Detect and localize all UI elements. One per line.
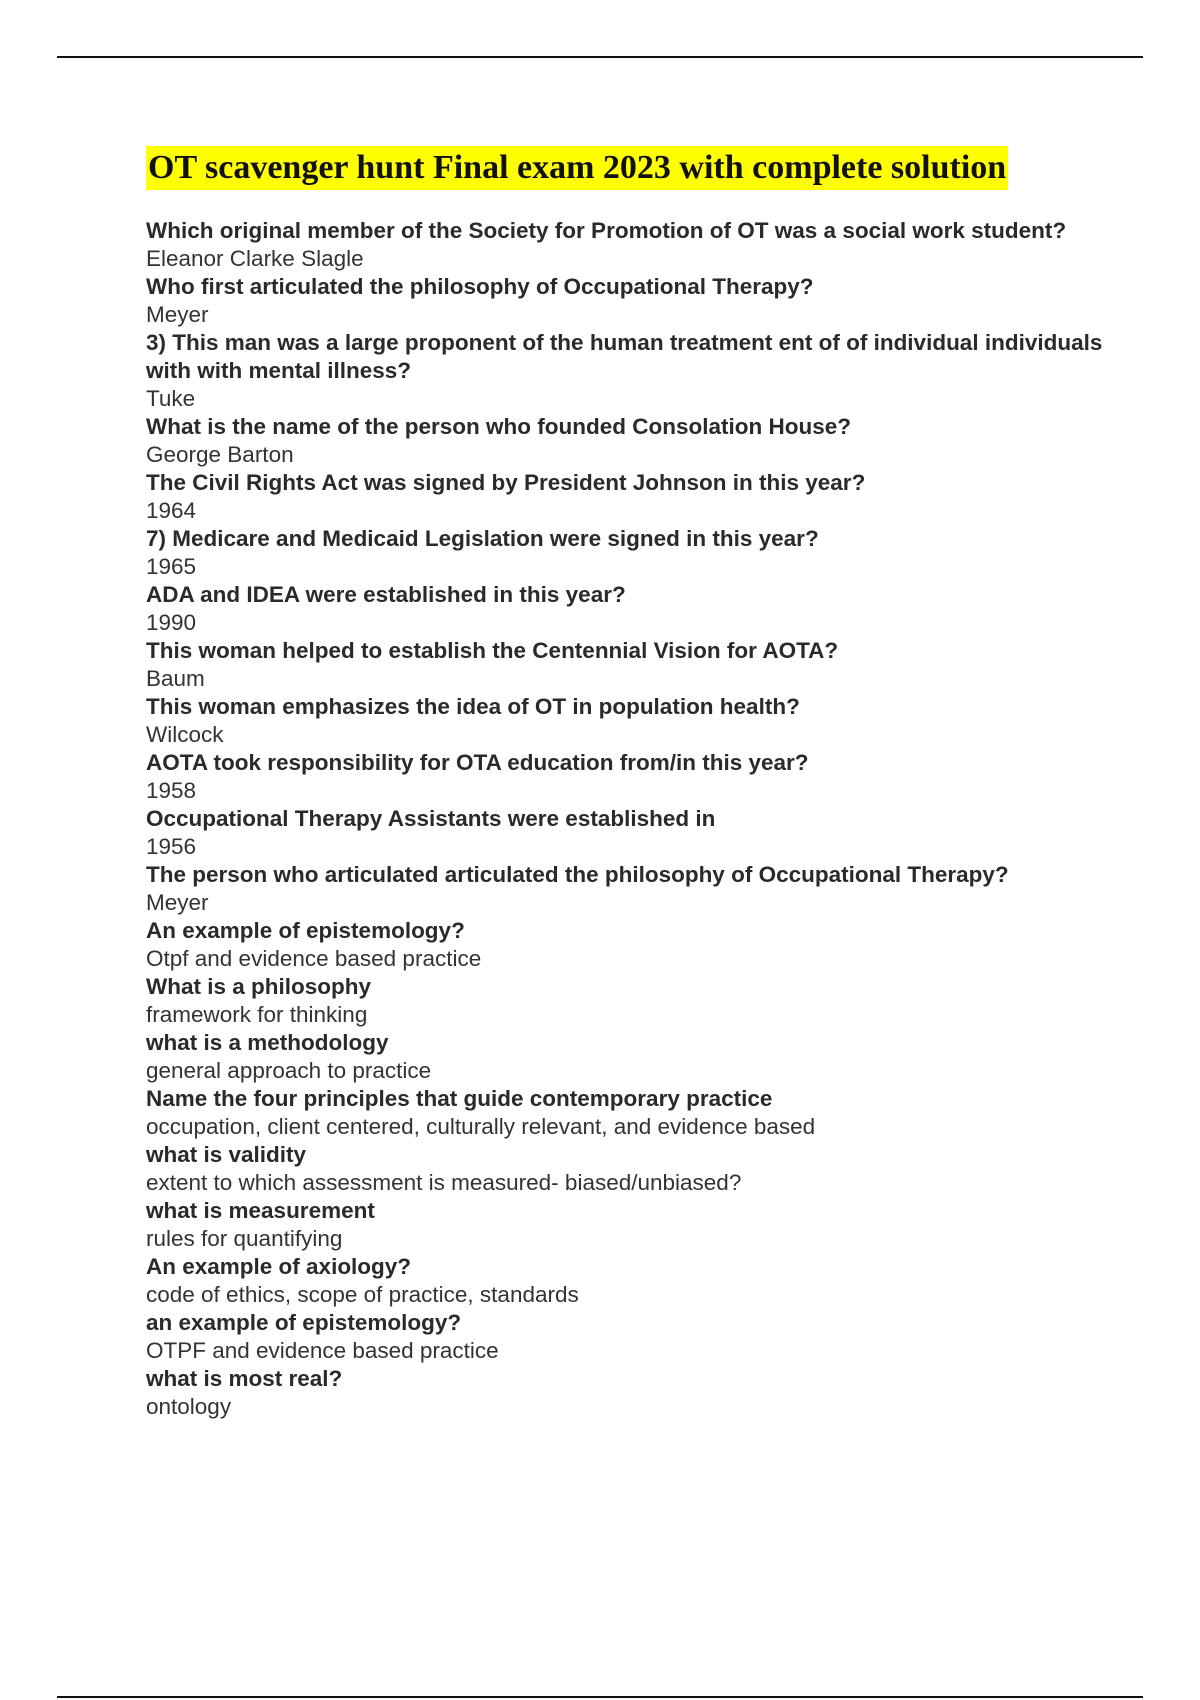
- document-title: OT scavenger hunt Final exam 2023 with complete solution: [146, 146, 1008, 190]
- qa-item: [146, 1141, 1106, 1197]
- qa-item: [146, 805, 1106, 861]
- qa-item: [146, 749, 1106, 805]
- qa-item: [146, 1085, 1106, 1141]
- qa-item: [146, 581, 1106, 637]
- question: 7) Medicare and Medicaid Legislation were signed in this year?: [146, 526, 819, 551]
- question: The Civil Rights Act was signed by President Johnson in this year?: [146, 470, 866, 495]
- question: what is validity: [146, 1142, 307, 1167]
- question: AOTA took responsibility for OTA education from/in this year?: [146, 750, 809, 775]
- answer: George Barton: [146, 442, 294, 467]
- answer: 1964: [146, 498, 197, 523]
- answer: ontology: [146, 1394, 232, 1419]
- qa-item: [146, 1309, 1106, 1365]
- answer: 1956: [146, 834, 197, 859]
- qa-item: [146, 637, 1106, 693]
- question: What is the name of the person who founded Consolation House?: [146, 414, 852, 439]
- qa-item: [146, 413, 1106, 469]
- answer: code of ethics, scope of practice, standards: [146, 1282, 579, 1307]
- answer: Otpf and evidence based practice: [146, 946, 482, 971]
- question: Name the four principles that guide contemporary practice: [146, 1086, 773, 1111]
- answer: Wilcock: [146, 722, 224, 747]
- question: This woman helped to establish the Centennial Vision for AOTA?: [146, 638, 839, 663]
- question: what is a methodology: [146, 1030, 389, 1055]
- question: The person who articulated articulated the philosophy of Occupational Therapy?: [146, 862, 1009, 887]
- answer: occupation, client centered, culturally relevant, and evidence based: [146, 1114, 816, 1139]
- qa-item: [146, 1197, 1106, 1253]
- answer: OTPF and evidence based practice: [146, 1338, 499, 1363]
- answer: rules for quantifying: [146, 1226, 343, 1251]
- answer: general approach to practice: [146, 1058, 432, 1083]
- qa-item: [146, 917, 1106, 973]
- qa-list: [146, 217, 1106, 1421]
- qa-item: [146, 861, 1106, 917]
- question: ADA and IDEA were established in this year?: [146, 582, 626, 607]
- document-body: [146, 146, 1106, 1421]
- question: an example of epistemology?: [146, 1310, 462, 1335]
- question: This woman emphasizes the idea of OT in population health?: [146, 694, 800, 719]
- question: An example of axiology?: [146, 1254, 412, 1279]
- question: Occupational Therapy Assistants were established in: [146, 806, 716, 831]
- qa-item: [146, 973, 1106, 1029]
- qa-item: [146, 217, 1106, 273]
- question: 3) This man was a large proponent of the human treatment ent of of individual individuals with with mental illness?: [146, 330, 1103, 383]
- answer: Meyer: [146, 302, 209, 327]
- qa-item: [146, 525, 1106, 581]
- qa-item: [146, 469, 1106, 525]
- bottom-rule: [57, 1696, 1143, 1698]
- qa-item: [146, 1365, 1106, 1421]
- answer: 1965: [146, 554, 197, 579]
- answer: Baum: [146, 666, 205, 691]
- qa-item: [146, 1253, 1106, 1309]
- title-wrap: [146, 146, 1106, 190]
- question: Which original member of the Society for Promotion of OT was a social work student?: [146, 218, 1067, 243]
- answer: Meyer: [146, 890, 209, 915]
- answer: 1958: [146, 778, 197, 803]
- top-rule: [57, 56, 1143, 58]
- qa-item: [146, 329, 1106, 413]
- question: What is a philosophy: [146, 974, 372, 999]
- qa-item: [146, 273, 1106, 329]
- qa-item: [146, 693, 1106, 749]
- answer: extent to which assessment is measured- biased/unbiased?: [146, 1170, 742, 1195]
- question: what is measurement: [146, 1198, 375, 1223]
- question: what is most real?: [146, 1366, 343, 1391]
- question: Who first articulated the philosophy of Occupational Therapy?: [146, 274, 814, 299]
- answer: framework for thinking: [146, 1002, 368, 1027]
- answer: Eleanor Clarke Slagle: [146, 246, 364, 271]
- question: An example of epistemology?: [146, 918, 465, 943]
- qa-item: [146, 1029, 1106, 1085]
- answer: Tuke: [146, 386, 196, 411]
- answer: 1990: [146, 610, 197, 635]
